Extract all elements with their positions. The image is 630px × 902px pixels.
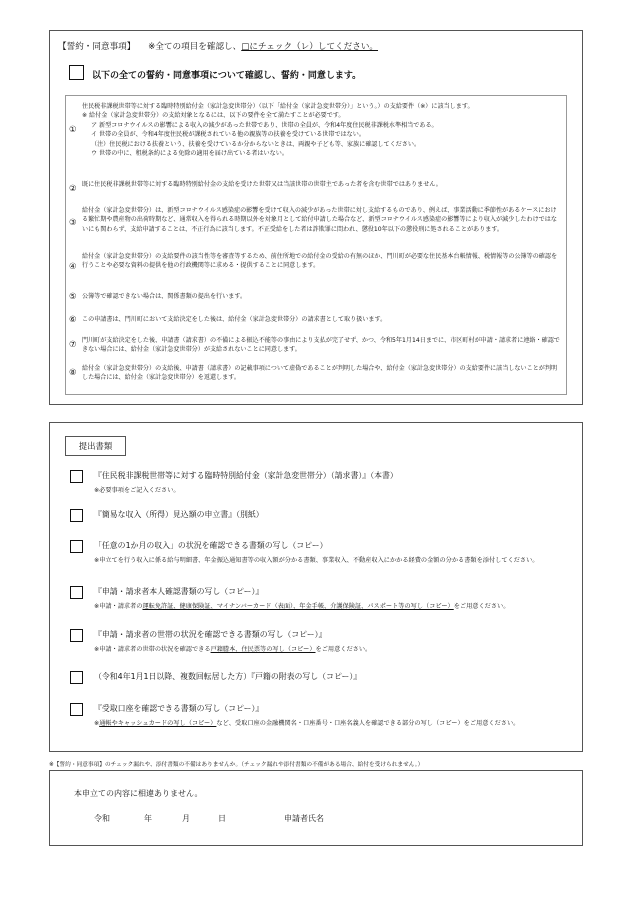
document-title: 『受取口座を確認できる書類の写し（コピー）』 <box>94 704 264 713</box>
pledge-item-number: ① <box>69 124 77 134</box>
document-checkbox[interactable] <box>70 586 83 599</box>
document-checkbox[interactable] <box>70 540 83 553</box>
document-note: ※申請・請求者の世帯の状況を確認できる戸籍謄本、住民票等の写し（コピー）をご用意ください。 <box>94 646 372 653</box>
pledge-agree-label: 以下の全ての誓約・同意事項について確認し、誓約・同意します。 <box>92 71 362 81</box>
pledge-item-text: 既に住民税非課税世帯等に対する臨時特別給付金の支給を受けた世帯又は当該世帯の世帯主であった者を含む世帯ではありません。 <box>82 181 442 188</box>
document-title: （令和4年1月1日以降、複数回転居した方）『戸籍の附表の写し（コピー）』 <box>94 672 362 681</box>
document-checkbox[interactable] <box>70 509 83 522</box>
pledge-section <box>49 30 583 405</box>
pledge-item-text: ※ 給付金（家計急変世帯分）の支給対象となるには、以下の要件を全て満たすことが必要です。 <box>82 112 345 120</box>
date-day-label: 日 <box>218 814 226 823</box>
document-title: 『住民税非課税世帯等に対する臨時特別給付金（家計急変世帯分）（請求書）』（本書） <box>94 471 398 480</box>
submission-documents-section <box>49 422 583 752</box>
pledge-header <box>58 40 378 52</box>
pledge-item-text: イ 世帯の全員が、令和4年度住民税が課税されている他の親族等の扶養を受けている世帯ではない。 <box>91 131 365 139</box>
document-checkbox[interactable] <box>70 703 83 716</box>
document-title: 『申請・請求者本人確認書類の写し（コピー）』 <box>94 587 264 596</box>
pledge-items-box <box>65 95 567 395</box>
pledge-item-text: 公簿等で確認できない場合は、関係書類の提出を行います。 <box>82 293 247 300</box>
document-title: 『申請・請求者の世帯の状況を確認できる書類の写し（コピー）』 <box>94 630 327 639</box>
date-era-label: 令和 <box>94 814 110 823</box>
pledge-item-number: ② <box>69 183 77 193</box>
check-reminder-note: ※【誓約・同意事項】のチェック漏れや、添付書類の不備はありませんか。（チェック漏れや添付書類の不備がある場合、給付を受けられません。） <box>49 762 424 768</box>
pledge-item-number: ⑥ <box>69 314 77 324</box>
document-note: ※申立てを行う収入に係る給与明細書、年金振込通知書等の収入額が分かる書類、事業収入、不動産収入にかかる経費の金額の分かる書類を添付してください。 <box>94 557 539 564</box>
document-checkbox[interactable] <box>70 629 83 642</box>
applicant-name-label: 申請者氏名 <box>284 814 324 823</box>
pledge-item-text: ア 新型コロナウイルスの影響による収入の減少があった世帯であり、世帯の全員が、令和4年度住民税非課税水準相当である。 <box>91 121 438 129</box>
pledge-item-number: ④ <box>69 261 77 271</box>
pledge-item-text: 給付金（家計急変世帯分）の支給要件の該当性等を審査等するため、前住所地での給付金の受給の有無のほか、門川町が必要な住民基本台帳情報、税情報等の公簿等の確認を行うことや必要な資料の提供を他の行政機関等に求める・提供することに同意します。 <box>82 253 558 270</box>
pledge-item-text: 給付金（家計急変世帯分）は、新型コロナウイルス感染症の影響を受けて収入の減少があった世帯に対し支給するものであり、例えば、事業活動に季節性があるケースにおける繁忙期や農産物の出荷時期など、通常収入を得られる時期以外を対象月として給付申請した場合など、新型コロナウイルス感染症の影響等により収入が減少したわけではないにも関わらず、支給申請することは、不正行為に該当します。不正受給をした者は詐欺罪に問われ、懲役10年以下の懲役刑に処されることがあります。 <box>82 207 557 233</box>
declaration-text: 本申立ての内容に相違ありません。 <box>74 789 203 798</box>
documents-title: 提出書類 <box>65 436 126 456</box>
pledge-item-text: ウ 世帯の中に、租税条約による免除の適用を届け出ている者はいない。 <box>91 150 288 158</box>
pledge-item-text: 給付金（家計急変世帯分）の支給後、申請書（請求書）の記載事項について虚偽であることが判明した場合や、給付金（家計急変世帯分）の支給要件に該当しないことが判明した場合には、給付金（家計急変世帯分）を返還します。 <box>82 365 558 382</box>
pledge-item-text: この申請書は、門川町において支給決定をした後は、給付金（家計急変世帯分）の請求書として取り扱います。 <box>82 316 387 323</box>
document-note: ※申請・請求者の運転免許証、健康保険証、マイナンバーカード（表面）、年金手帳、介護保険証、パスポート等の写し（コピー）をご用意ください。 <box>94 603 510 610</box>
pledge-item-text: （注）住民税における扶養という、扶養を受けているか分からないときは、両親や子ども等、家族に確認してください。 <box>91 140 421 148</box>
pledge-item-number: ⑤ <box>69 291 77 301</box>
document-title: 『簡易な収入（所得）見込額の申立書』（別紙） <box>94 510 264 519</box>
pledge-item-number: ⑦ <box>69 339 77 349</box>
pledge-item-number: ⑧ <box>69 367 77 377</box>
pledge-item-text: 住民税非課税世帯等に対する臨時特別給付金（家計急変世帯分）（以下「給付金（家計急変世帯分）」という。）の支給要件（※）に該当します。 <box>82 103 474 110</box>
pledge-header-label: 【誓約・同意事項】 <box>58 42 136 52</box>
pledge-item-text: 門川町が支給決定をした後、申請書（請求書）の不備による振込不能等の事由により支払が完了せず、かつ、令和5年1月14日までに、市区町村が申請・請求者に連絡・確認できない場合には、給付金（家計急変世帯分）が支給されないことに同意します。 <box>82 337 560 354</box>
pledge-header-note: ※全ての項目を確認し、□にチェック（レ）してください。 <box>148 42 379 52</box>
document-title: 「任意の1か月の収入」の状況を確認できる書類の写し（コピー） <box>94 541 328 550</box>
pledge-agree-checkbox[interactable] <box>69 65 84 80</box>
date-year-label: 年 <box>144 814 152 823</box>
document-checkbox[interactable] <box>70 470 83 483</box>
declaration-section <box>49 770 583 846</box>
document-checkbox[interactable] <box>70 671 83 684</box>
date-month-label: 月 <box>182 814 190 823</box>
document-note: ※通帳やキャッシュカードの写し（コピー）など、受取口座の金融機関名・口座番号・口座名義人を確認できる部分の写し（コピー）をご用意ください。 <box>94 720 520 727</box>
document-note: ※必要事項をご記入ください。 <box>94 487 180 494</box>
pledge-item-number: ③ <box>69 217 77 227</box>
